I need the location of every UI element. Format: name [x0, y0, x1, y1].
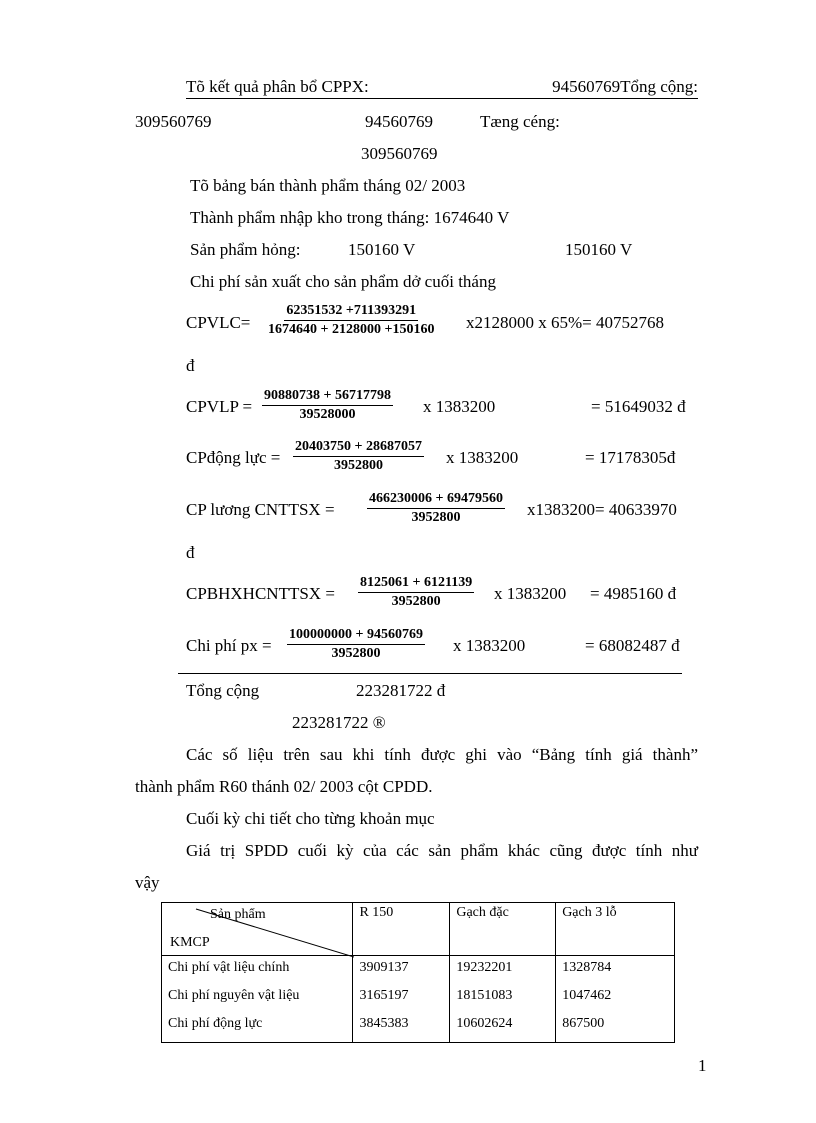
cpluong-fraction — [367, 490, 505, 527]
table-row — [162, 984, 675, 1012]
wip-cost-heading: Chi phí sản xuất cho sản phẩm dở cuối tháng — [190, 272, 496, 291]
column-header: Gạch 3 lỗ — [556, 903, 675, 956]
row-label: Chi phí động lực — [162, 1012, 353, 1043]
cppx-result: = 68082487 đ — [585, 636, 680, 655]
table-cell: 3845383 — [353, 1012, 450, 1043]
cpvlc-denominator: 1674640 + 2128000 +150160 — [268, 322, 435, 337]
cpbhxh-label: CPBHXHCNTTSX = — [186, 584, 335, 603]
cppx-numerator: 100000000 + 94560769 — [287, 626, 425, 645]
defect-label: Sản phẩm hỏng: — [190, 240, 301, 259]
cppx-allocation-label: Tõ kết quả phân bổ CPPX: — [186, 77, 369, 96]
total-value-a: 309560769 — [135, 112, 212, 131]
defect-value-2: 150160 V — [565, 240, 633, 259]
cppx-allocation-value: 94560769Tổng cộng: — [552, 77, 698, 96]
cpvlp-fraction — [262, 387, 393, 424]
total-value-c: 309560769 — [361, 144, 438, 163]
table-cell: 3909137 — [353, 956, 450, 985]
cpvlc-fraction — [266, 302, 436, 339]
cpdl-label: CPđộng lực = — [186, 448, 281, 467]
total-label-garbled: Tæng céng: — [480, 112, 560, 131]
cpluong-denominator: 3952800 — [411, 510, 461, 525]
cpvlc-tail: x2128000 x 65%= 40752768 — [466, 313, 664, 332]
cpdl-fraction — [293, 438, 424, 475]
table-cell: 18151083 — [450, 984, 556, 1012]
cpvlp-multiplier: x 1383200 — [423, 397, 496, 416]
total-value-repeat: 223281722 ® — [292, 713, 386, 732]
cpvlp-numerator: 90880738 + 56717798 — [262, 387, 393, 406]
row-label: Chi phí nguyên vật liệu — [162, 984, 353, 1012]
cpvlc-numerator: 62351532 +711393291 — [284, 302, 418, 321]
wip-table — [161, 902, 675, 1043]
cpvlc-label: CPVLC= — [186, 313, 251, 332]
total-label: Tổng cộng — [186, 681, 260, 700]
table-row — [162, 956, 675, 985]
cpvlp-label: CPVLP = — [186, 397, 253, 416]
para1-line1: Các số liệu trên sau khi tính được ghi vào “Bảng tính giá thành” — [186, 745, 698, 764]
para3-line2: vậy — [135, 873, 160, 892]
cpluong-tail: x1383200= 40633970 — [527, 500, 677, 519]
cpbhxh-denominator: 3952800 — [391, 594, 441, 609]
table-cell: 10602624 — [450, 1012, 556, 1043]
cppx-denominator: 3952800 — [331, 646, 381, 661]
total-divider — [178, 673, 682, 674]
para1-line2: thành phẩm R60 thánh 02/ 2003 cột CPDD. — [135, 777, 433, 796]
corner-top-label: Sản phẩm — [210, 907, 266, 922]
cppx-label: Chi phí px = — [186, 636, 272, 655]
cpdl-result: = 17178305đ — [585, 448, 676, 467]
column-header: R 150 — [353, 903, 450, 956]
cpdl-numerator: 20403750 + 28687057 — [293, 438, 424, 457]
cpluong-unit: đ — [186, 543, 195, 562]
total-value-b: 94560769 — [365, 112, 433, 131]
cpdl-multiplier: x 1383200 — [446, 448, 519, 467]
para2: Cuối kỳ chi tiết cho từng khoản mục — [186, 809, 435, 828]
table-cell: 1047462 — [556, 984, 675, 1012]
cpbhxh-numerator: 8125061 + 6121139 — [358, 574, 474, 593]
cpvlp-result: = 51649032 đ — [591, 397, 686, 416]
table-cell: 1328784 — [556, 956, 675, 985]
cpvlp-denominator: 39528000 — [299, 407, 356, 422]
cppx-fraction — [287, 626, 425, 663]
cpbhxh-result: = 4985160 đ — [590, 584, 677, 603]
corner-bottom-label: KMCP — [170, 935, 210, 950]
cpluong-numerator: 466230006 + 69479560 — [367, 490, 505, 509]
cpluong-label: CP lương CNTTSX = — [186, 500, 335, 519]
section-heading: Tõ bảng bán thành phẩm tháng 02/ 2003 — [190, 176, 466, 195]
cpbhxh-fraction — [358, 574, 474, 611]
defect-value-1: 150160 V — [348, 240, 416, 259]
para3-line1: Giá trị SPDD cuối kỳ của các sản phẩm khác cũng được tính như — [186, 841, 698, 860]
warehouse-input-line: Thành phẩm nhập kho trong tháng: 1674640 V — [190, 208, 510, 227]
table-cell: 3165197 — [353, 984, 450, 1012]
row-label: Chi phí vật liệu chính — [162, 956, 353, 985]
column-header: Gạch đặc — [450, 903, 556, 956]
table-cell: 867500 — [556, 1012, 675, 1043]
table-row — [162, 1012, 675, 1043]
cpbhxh-multiplier: x 1383200 — [494, 584, 567, 603]
cppx-multiplier: x 1383200 — [453, 636, 526, 655]
table-cell: 19232201 — [450, 956, 556, 985]
page-number: 1 — [698, 1056, 707, 1075]
summary-header-line — [186, 77, 698, 99]
cpvlc-unit: đ — [186, 356, 195, 375]
total-value: 223281722 đ — [356, 681, 446, 700]
cpdl-denominator: 3952800 — [333, 458, 383, 473]
table-corner-cell — [162, 903, 353, 956]
